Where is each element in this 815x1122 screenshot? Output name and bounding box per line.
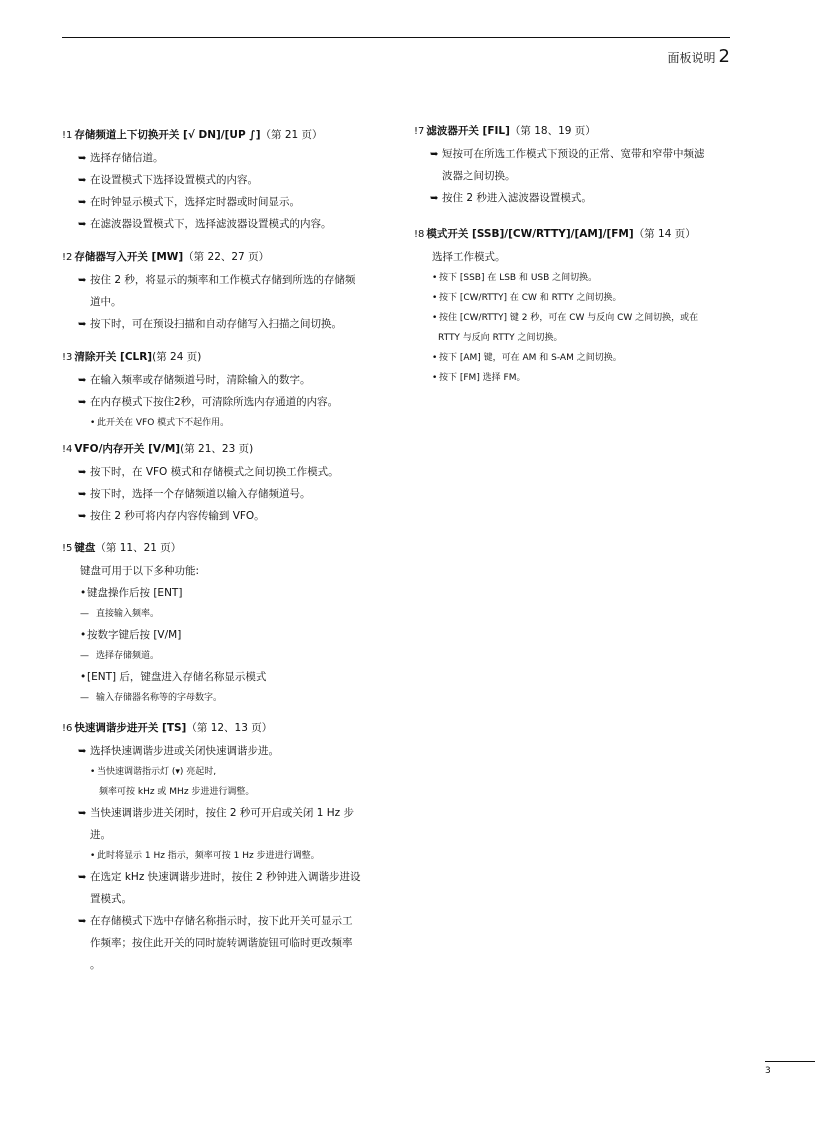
arrow-item-continuation xyxy=(62,291,392,313)
section-heading: 模式开关 [SSB]/[CW/RTTY]/[AM]/[FM] xyxy=(426,228,634,240)
bullet-icon: • xyxy=(432,313,438,323)
section-number: !8 xyxy=(414,229,425,240)
line-text: 按住 2 秒，将显示的频率和工作模式存储到所选的存储频 xyxy=(90,274,356,286)
arrow-item xyxy=(62,313,392,335)
arrow-item xyxy=(62,461,392,483)
dash-icon: — xyxy=(80,693,89,703)
line-text: 按住 [CW/RTTY] 键 2 秒，可在 CW 与反向 CW 之间切换，或在 xyxy=(439,313,699,323)
bullet-icon: • xyxy=(90,767,96,777)
line-text: 按下 [CW/RTTY] 在 CW 和 RTTY 之间切换。 xyxy=(439,293,622,303)
bullet-icon: • xyxy=(80,671,87,683)
line-text: 。 xyxy=(90,959,101,971)
line-text: 按下 [AM] 键，可在 AM 和 S-AM 之间切换。 xyxy=(439,353,622,363)
arrow-icon: ➥ xyxy=(78,872,87,883)
arrow-icon: ➥ xyxy=(78,275,87,286)
arrow-item xyxy=(62,169,392,191)
arrow-icon: ➥ xyxy=(78,808,87,819)
section-heading: 快速调谐步进开关 [TS] xyxy=(74,722,187,734)
section-title xyxy=(414,227,744,241)
section xyxy=(62,442,392,527)
header-title xyxy=(560,46,730,67)
line-text: 选择存储信道。 xyxy=(90,152,164,164)
section-number: !5 xyxy=(62,543,73,554)
line-text: 此时将显示 1 Hz 指示，频率可按 1 Hz 步进进行调整。 xyxy=(97,851,320,861)
bullet-item xyxy=(414,268,744,288)
section-title xyxy=(62,250,392,264)
line-text: 键盘可用于以下多种功能: xyxy=(80,565,200,577)
bullet-icon: • xyxy=(432,353,438,363)
section xyxy=(62,721,392,976)
bullet-icon: • xyxy=(80,587,87,599)
page-reference: (第 21、23 页) xyxy=(180,443,254,455)
line-text: 道中。 xyxy=(90,296,122,308)
footer-rule xyxy=(765,1061,815,1062)
line-text: 在滤波器设置模式下，选择滤波器设置模式的内容。 xyxy=(90,218,332,230)
arrow-icon: ➥ xyxy=(78,319,87,330)
bullet-item xyxy=(414,368,744,388)
section-heading: 存储频道上下切换开关 [√ DN]/[UP ∫] xyxy=(74,129,261,141)
section-number: !6 xyxy=(62,723,73,734)
line-text: 按下 [FM] 选择 FM。 xyxy=(439,373,526,383)
arrow-icon: ➥ xyxy=(78,511,87,522)
arrow-icon: ➥ xyxy=(78,467,87,478)
line-text: 在设置模式下选择设置模式的内容。 xyxy=(90,174,258,186)
section xyxy=(62,541,392,708)
line-text: 按下 [SSB] 在 LSB 和 USB 之间切换。 xyxy=(439,273,598,283)
arrow-item xyxy=(62,866,392,888)
section xyxy=(414,227,744,388)
section-number: !4 xyxy=(62,444,73,455)
line-text: 按住 2 秒可将内存内容传输到 VFO。 xyxy=(90,510,265,522)
page-reference: （第 14 页） xyxy=(633,228,696,240)
arrow-item xyxy=(62,191,392,213)
line-text: RTTY 与反向 RTTY 之间切换。 xyxy=(438,333,563,343)
arrow-item-continuation xyxy=(62,954,392,976)
arrow-icon: ➥ xyxy=(430,149,439,160)
line-text: 作频率；按住此开关的同时旋转调谐旋钮可临时更改频率 xyxy=(90,937,353,949)
bullet-item xyxy=(414,288,744,308)
page-reference: （第 12、13 页） xyxy=(186,722,273,734)
section-title xyxy=(62,350,392,364)
section-number: !2 xyxy=(62,252,73,263)
section-heading: VFO/内存开关 [V/M] xyxy=(74,443,181,455)
dash-item xyxy=(62,604,392,624)
bullet-item xyxy=(414,308,744,328)
page-reference: （第 22、27 页） xyxy=(183,251,270,263)
arrow-item xyxy=(62,213,392,235)
arrow-item xyxy=(62,802,392,824)
section-heading: 滤波器开关 [FIL] xyxy=(426,125,510,137)
section-heading: 清除开关 [CLR] xyxy=(74,351,153,363)
arrow-icon: ➥ xyxy=(78,916,87,927)
bullet-icon: • xyxy=(90,851,96,861)
line-text: 按下时，选择一个存储频道以输入存储频道号。 xyxy=(90,488,311,500)
line-text: 键盘操作后按 [ENT] xyxy=(87,587,183,599)
section-heading: 存储器写入开关 [MW] xyxy=(74,251,184,263)
line-text: 在存储模式下选中存储名称指示时，按下此开关可显示工 xyxy=(90,915,353,927)
note-item xyxy=(62,846,392,866)
note-item-continuation xyxy=(62,782,392,802)
section-title xyxy=(62,721,392,735)
arrow-item xyxy=(62,391,392,413)
line-text: 按住 2 秒进入滤波器设置模式。 xyxy=(442,192,592,204)
section-title xyxy=(414,124,744,138)
body-text xyxy=(62,560,392,582)
arrow-item-continuation xyxy=(414,165,744,187)
bullet-icon: • xyxy=(90,418,96,428)
section xyxy=(62,128,392,235)
line-text: 按数字键后按 [V/M] xyxy=(87,629,182,641)
line-text: 选择工作模式。 xyxy=(432,251,506,263)
line-text: 按下时，可在预设扫描和自动存储写入扫描之间切换。 xyxy=(90,318,342,330)
section-number: !1 xyxy=(62,130,73,141)
dash-icon: — xyxy=(80,609,89,619)
arrow-icon: ➥ xyxy=(78,746,87,757)
arrow-icon: ➥ xyxy=(78,153,87,164)
bullet-item xyxy=(62,624,392,646)
line-text: 输入存储器名称等的字母数字。 xyxy=(96,693,223,703)
page-reference: （第 18、19 页） xyxy=(509,125,596,137)
line-text: 短按可在所选工作模式下预设的正常、宽带和窄带中频滤 xyxy=(442,148,705,160)
arrow-item-continuation xyxy=(62,932,392,954)
section xyxy=(414,124,744,209)
arrow-icon: ➥ xyxy=(78,197,87,208)
arrow-item-continuation xyxy=(62,824,392,846)
line-text: 波器之间切换。 xyxy=(442,170,516,182)
arrow-item xyxy=(414,143,744,165)
section-number: !7 xyxy=(414,126,425,137)
arrow-item-continuation xyxy=(62,888,392,910)
bullet-icon: • xyxy=(80,629,87,641)
bullet-icon: • xyxy=(432,273,438,283)
line-text: 当快速调谐步进关闭时，按住 2 秒可开启或关闭 1 Hz 步 xyxy=(90,807,354,819)
line-text: 在选定 kHz 快速调谐步进时，按住 2 秒钟进入调谐步进设 xyxy=(90,871,361,883)
bullet-item xyxy=(62,582,392,604)
arrow-icon: ➥ xyxy=(78,375,87,386)
line-text: [ENT] 后，键盘进入存储名称显示模式 xyxy=(87,671,267,683)
line-text: 在内存模式下按住2秒，可清除所选内存通道的内容。 xyxy=(90,396,339,408)
arrow-item xyxy=(62,147,392,169)
bullet-item-continuation xyxy=(414,328,744,348)
page-number: 3 xyxy=(765,1066,771,1076)
arrow-item xyxy=(414,187,744,209)
line-text: 在时钟显示模式下，选择定时器或时间显示。 xyxy=(90,196,300,208)
arrow-icon: ➥ xyxy=(78,175,87,186)
arrow-icon: ➥ xyxy=(78,397,87,408)
line-text: 在输入频率或存储频道号时，清除输入的数字。 xyxy=(90,374,311,386)
dash-item xyxy=(62,688,392,708)
line-text: 直接输入频率。 xyxy=(96,609,160,619)
line-text: 置模式。 xyxy=(90,893,132,905)
page-reference: （第 11、21 页） xyxy=(95,542,182,554)
body-text xyxy=(414,246,744,268)
page-reference: （第 21 页） xyxy=(260,129,323,141)
line-text: 按下时，在 VFO 模式和存储模式之间切换工作模式。 xyxy=(90,466,339,478)
arrow-item xyxy=(62,269,392,291)
section-title xyxy=(62,541,392,555)
arrow-item xyxy=(62,740,392,762)
arrow-item xyxy=(62,483,392,505)
dash-item xyxy=(62,646,392,666)
arrow-item xyxy=(62,505,392,527)
bullet-item xyxy=(62,666,392,688)
section-number: !3 xyxy=(62,352,73,363)
chapter-number: 2 xyxy=(718,46,730,67)
line-text: 此开关在 VFO 模式下不起作用。 xyxy=(97,418,230,428)
arrow-item xyxy=(62,369,392,391)
bullet-icon: • xyxy=(432,293,438,303)
arrow-icon: ➥ xyxy=(430,193,439,204)
section-title xyxy=(62,442,392,456)
page-reference: (第 24 页) xyxy=(152,351,202,363)
line-text: 选择快速调谐步进或关闭快速调谐步进。 xyxy=(90,745,279,757)
line-text: 当快速调谐指示灯 (▾) 亮起时, xyxy=(97,767,217,777)
dash-icon: — xyxy=(80,651,89,661)
arrow-icon: ➥ xyxy=(78,219,87,230)
line-text: 进。 xyxy=(90,829,111,841)
header-title-text: 面板说明 xyxy=(667,51,716,65)
section xyxy=(62,250,392,335)
note-item xyxy=(62,762,392,782)
note-item xyxy=(62,413,392,433)
line-text: 选择存储频道。 xyxy=(96,651,160,661)
header-rule xyxy=(62,37,730,38)
bullet-icon: • xyxy=(432,373,438,383)
arrow-icon: ➥ xyxy=(78,489,87,500)
bullet-item xyxy=(414,348,744,368)
section-title xyxy=(62,128,392,142)
arrow-item xyxy=(62,910,392,932)
section-heading: 键盘 xyxy=(74,542,96,554)
line-text: 频率可按 kHz 或 MHz 步进进行调整。 xyxy=(99,787,255,797)
section xyxy=(62,350,392,433)
